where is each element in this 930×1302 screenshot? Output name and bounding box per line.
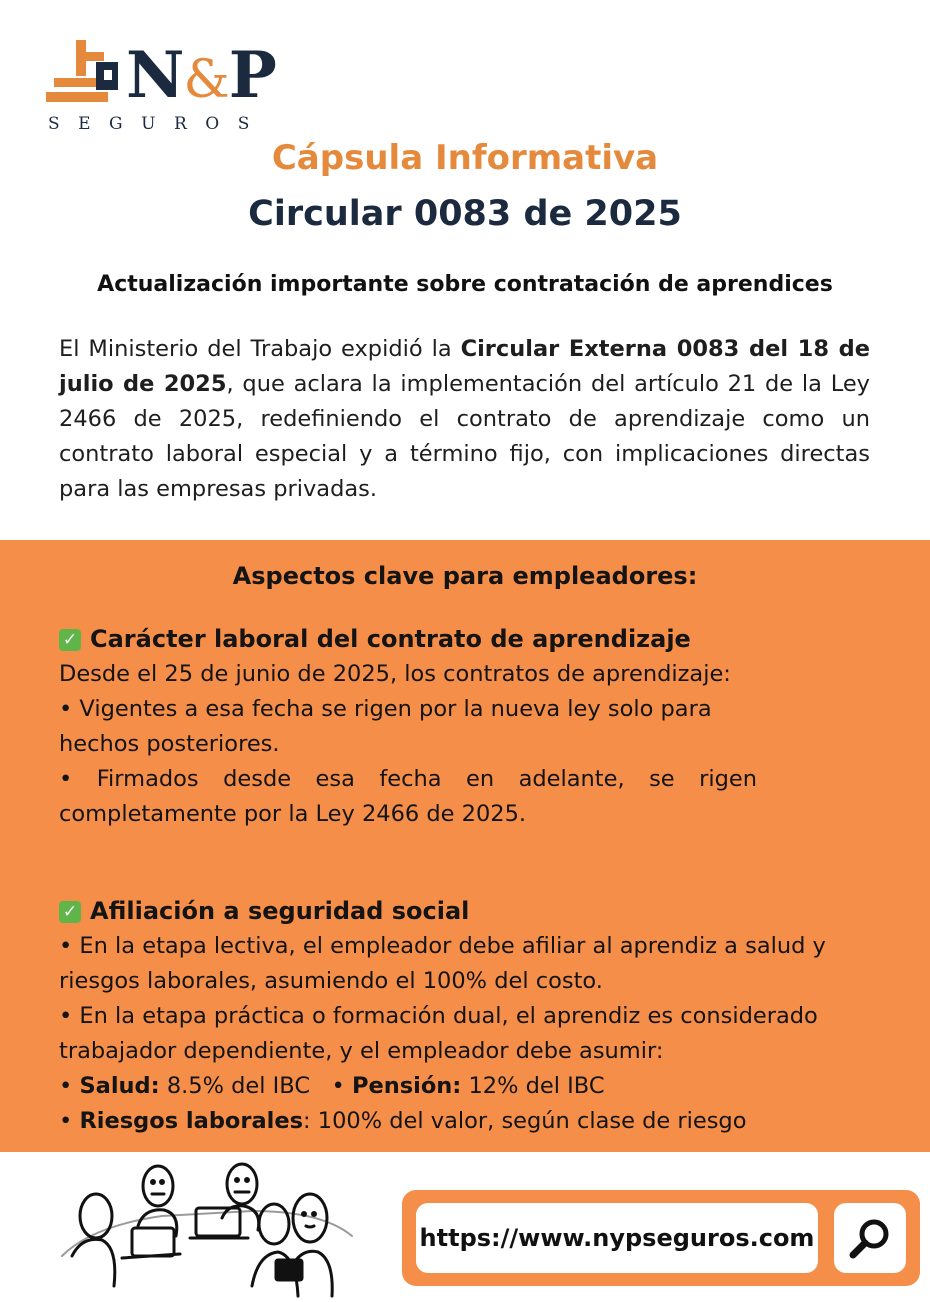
brand-subtitle: SEGUROS — [48, 114, 268, 134]
brand-name: N&P — [126, 38, 276, 113]
logo-mark-icon — [46, 36, 122, 108]
section-heading: ✓ Carácter laboral del contrato de aprendizaje — [59, 622, 757, 657]
page-title: Circular 0083 de 2025 — [248, 194, 682, 234]
bullet-item: • Vigentes a esa fecha se rigen por la nueva ley solo para hechos posteriores. — [59, 696, 712, 757]
key-aspects-title: Aspectos clave para empleadores: — [232, 562, 698, 590]
search-button[interactable] — [834, 1203, 906, 1273]
section-text: Desde el 25 de junio de 2025, los contratos de aprendizaje: — [59, 661, 731, 687]
check-mark-icon: ✓ — [59, 901, 81, 923]
bullet-item: • En la etapa lectiva, el empleador debe afiliar al aprendiz a salud y riesgos laborales, asumiendo el 100% del costo. — [59, 933, 826, 994]
page-subtitle: Actualización importante sobre contratación de aprendices — [97, 272, 833, 297]
kicker-title: Cápsula Informativa — [271, 138, 659, 178]
contribution-rates: • Salud: 8.5% del IBC • Pensión: 12% del IBC — [59, 1073, 605, 1099]
magnifier-icon — [847, 1215, 893, 1261]
section-social-security — [59, 894, 881, 1139]
intro-paragraph: El Ministerio del Trabajo expidió la Circular Externa 0083 del 18 de julio de 2025, que aclara la implementación del artículo 21 de la Ley 2466 de 2025, redefiniendo el contrato de aprendizaje como un contrato laboral especial y a término fijo, con implicaciones directas para las empresas privadas. — [59, 336, 870, 502]
key-aspects-panel — [0, 540, 930, 1152]
bullet-item: • Firmados desde esa fecha en adelante, se rigen completamente por la Ley 2466 de 2025. — [59, 766, 757, 827]
check-mark-icon: ✓ — [59, 629, 81, 651]
risk-rate: • Riesgos laborales: 100% del valor, según clase de riesgo — [59, 1108, 747, 1134]
website-box — [402, 1190, 920, 1286]
website-link[interactable]: https://www.nypseguros.com — [416, 1203, 818, 1273]
section-heading: ✓ Afiliación a seguridad social — [59, 894, 881, 929]
brand-logo — [46, 36, 286, 138]
section-labor-contract — [59, 622, 757, 832]
bullet-item: • En la etapa práctica o formación dual, el aprendiz es considerado trabajador dependiente, y el empleador debe asumir: — [59, 1003, 818, 1064]
people-meeting-illustration — [52, 1156, 362, 1302]
